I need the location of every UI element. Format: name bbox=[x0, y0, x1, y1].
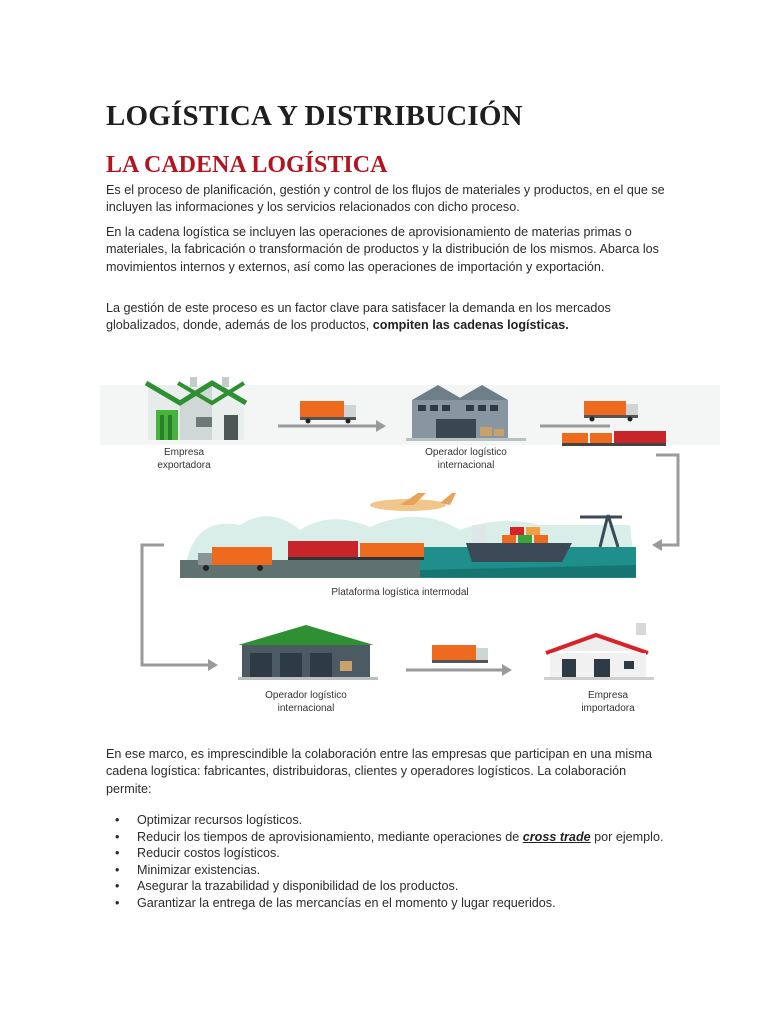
list-item: • Asegurar la trazabilidad y disponibilidad de los productos. bbox=[106, 878, 666, 895]
arrow-down-left-icon bbox=[652, 455, 678, 551]
paragraph-management-emphasis: compiten las cadenas logísticas. bbox=[372, 318, 569, 333]
section-title: LA CADENA LOGÍSTICA bbox=[106, 152, 388, 178]
benefits-list bbox=[106, 812, 666, 912]
importer-building-icon bbox=[544, 623, 654, 680]
paragraph-definition: Es el proceso de planificación, gestión y control de los flujos de materiales y productos, en el que se incluyen las informaciones y los servicios relacionados con dicho proceso. bbox=[106, 183, 665, 215]
label-exporter-2: exportadora bbox=[157, 460, 211, 471]
plane-icon bbox=[370, 493, 456, 511]
label-operator-2-line2: internacional bbox=[277, 703, 335, 714]
paragraph-management-text: La gestión de este proceso es un factor clave para satisfacer la demanda en los mercados globalizados, donde, además de los productos, bbox=[106, 301, 611, 333]
label-importer-1: Empresa bbox=[587, 690, 629, 701]
label-operator-2-line1: Operador logístico bbox=[265, 690, 347, 701]
list-item: • Optimizar recursos logísticos. bbox=[106, 812, 666, 829]
label-importer-2: importadora bbox=[581, 703, 635, 714]
document-title: LOGÍSTICA Y DISTRIBUCIÓN bbox=[106, 100, 523, 132]
list-item: • Minimizar existencias. bbox=[106, 862, 666, 879]
paragraph-operations: En la cadena logística se incluyen las operaciones de aprovisionamiento de materias primas o materiales, la fabricación o transformación de productos y la distribución de los mismos. Abarca los movimientos internos y externos, así como las operaciones de importación y exportación. bbox=[106, 225, 659, 274]
truck-icon bbox=[432, 645, 488, 663]
intermodal-platform-illustration bbox=[180, 493, 636, 578]
paragraph-collaboration: En ese marco, es imprescindible la colaboración entre las empresas que participan en una misma cadena logística: fabricantes, distribuidoras, clientes y operadores logísticos. La colaboración permite: bbox=[106, 747, 653, 796]
list-item-text-end: por ejemplo. bbox=[590, 829, 664, 844]
label-platform: Plataforma logística intermodal bbox=[331, 587, 469, 598]
list-item bbox=[106, 829, 666, 846]
warehouse-icon bbox=[238, 625, 378, 680]
list-item: • Garantizar la entrega de las mercancías en el momento y lugar requeridos. bbox=[106, 895, 666, 912]
arrow-right-icon bbox=[406, 664, 512, 676]
train-icon bbox=[288, 541, 424, 560]
supply-chain-diagram bbox=[100, 355, 720, 735]
list-item: • Reducir costos logísticos. bbox=[106, 845, 666, 862]
list-item-text: Reducir los tiempos de aprovisionamiento, mediante operaciones de bbox=[137, 829, 523, 844]
label-operator-1-line1: Operador logístico bbox=[425, 447, 507, 458]
cross-trade-link[interactable]: cross trade bbox=[522, 829, 591, 844]
label-operator-1-line2: internacional bbox=[437, 460, 495, 471]
label-exporter-1: Empresa bbox=[163, 447, 205, 458]
train-icon bbox=[562, 431, 666, 446]
paragraph-management bbox=[106, 300, 666, 335]
